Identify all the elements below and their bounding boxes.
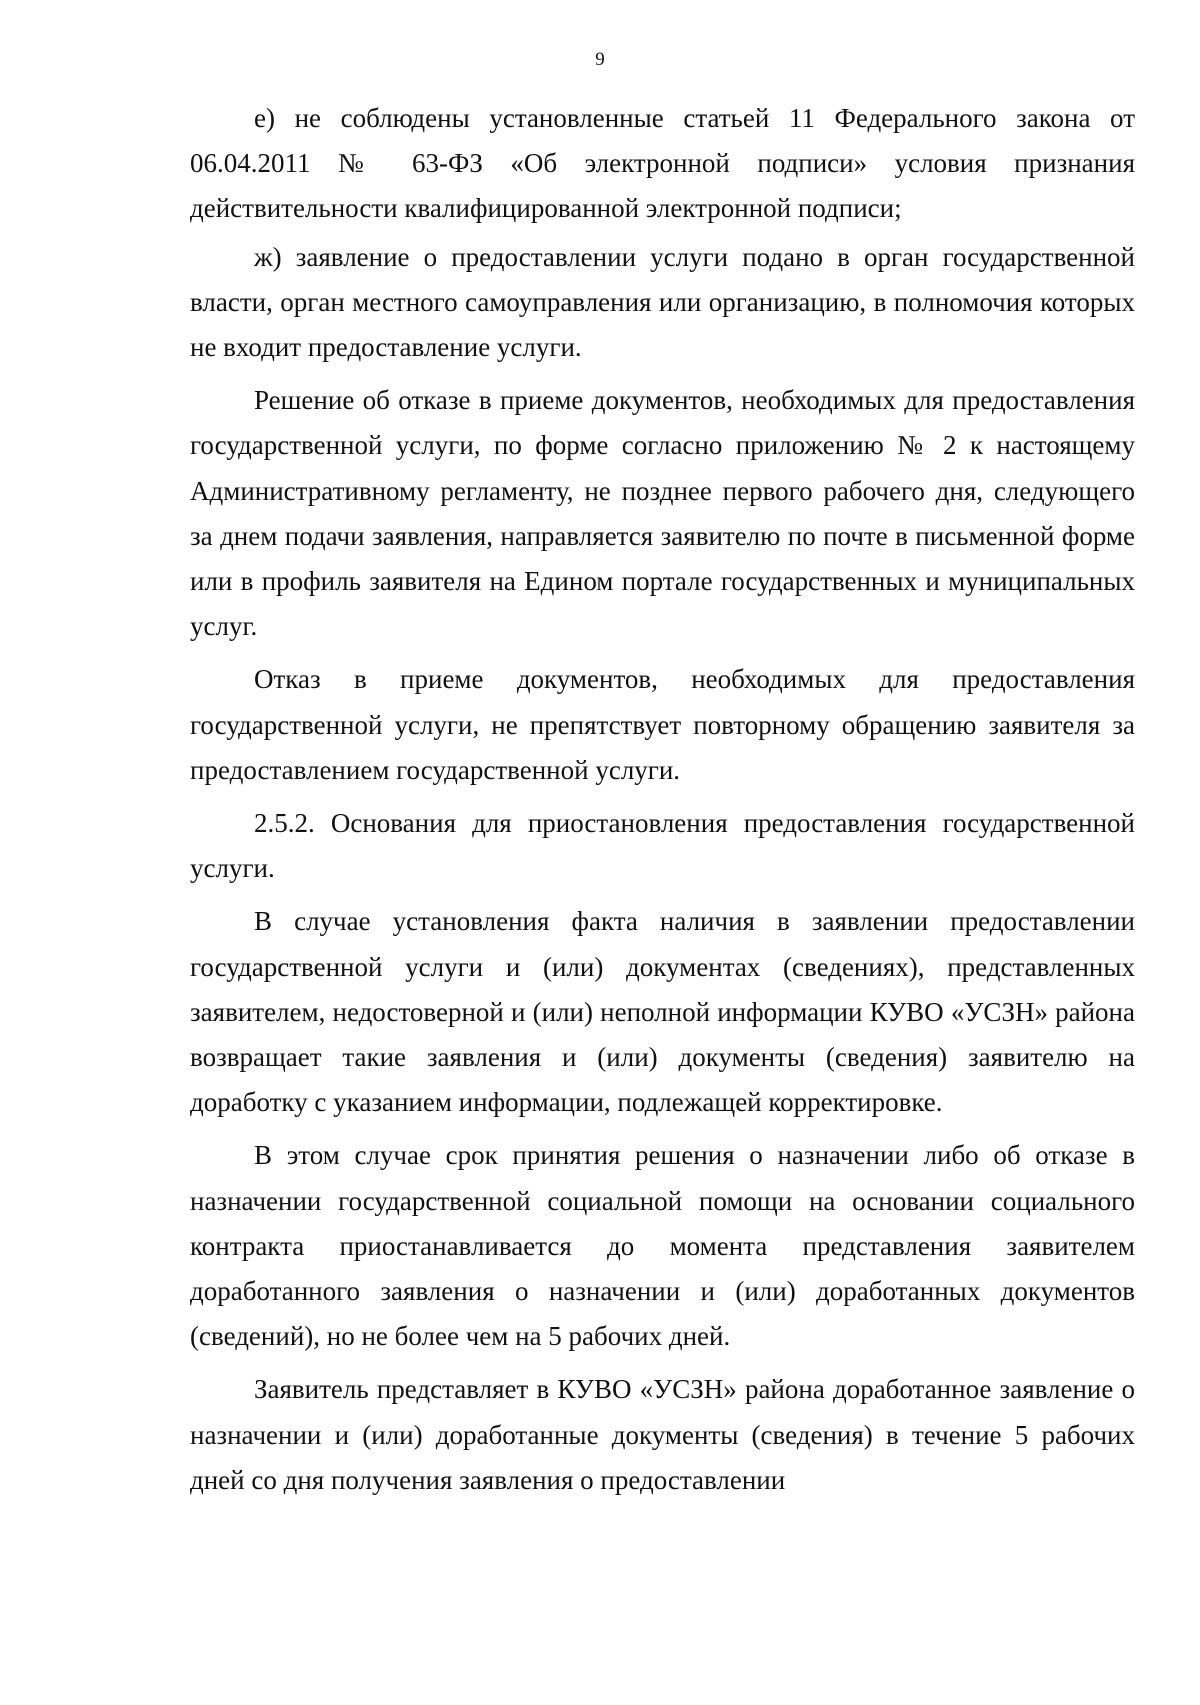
section-heading-2-5-2: 2.5.2. Основания для приостановления предоставления государственной услуги.	[190, 808, 1135, 884]
paragraph-refusal-decision: Решение об отказе в приеме документов, необходимых для предоставления государственной услуги, по форме согласно приложению № 2 к настоящему Административному регламенту, не позднее первого рабочего дня, следующего за днем подачи заявления, направляется заявителю по почте в письменной форме или в профиль заявителя на Едином портале государственных и муниципальных услуг.	[190, 385, 1135, 642]
paragraph-suspension-term: В этом случае срок принятия решения о назначении либо об отказе в назначении государственной социальной помощи на основании социального контракта приостанавливается до момента представления заявителем доработанного заявления о назначении и (или) доработанных документов (сведений), но не более чем на 5 рабочих дней.	[190, 1140, 1135, 1352]
document-body	[190, 96, 1135, 1509]
page-number: 9	[595, 49, 605, 70]
paragraph-item-e: е) не соблюдены установленные статьей 11 Федерального закона от 06.04.2011 № 63-ФЗ «Об электронной подписи» условия признания действительности квалифицированной электронной подписи;	[190, 103, 1135, 224]
paragraph-refusal-not-prevent: Отказ в приеме документов, необходимых для предоставления государственной услуги, не препятствует повторному обращению заявителя за предоставлением государственной услуги.	[190, 664, 1135, 785]
paragraph-applicant-submits: Заявитель представляет в КУВО «УСЗН» района доработанное заявление о назначении и (или) доработанные документы (сведения) в течение 5 рабочих дней со дня получения заявления о предоставлении	[190, 1374, 1135, 1495]
paragraph-return-for-revision: В случае установления факта наличия в заявлении предоставлении государственной услуги и (или) документах (сведениях), представленных заявителем, недостоверной и (или) неполной информации КУВО «УСЗН» района возвращает такие заявления и (или) документы (сведения) заявителю на доработку с указанием информации, подлежащей корректировке.	[190, 906, 1135, 1118]
paragraph-item-zh: ж) заявление о предоставлении услуги подано в орган государственной власти, орган местного самоуправления или организацию, в полномочия которых не входит предоставление услуги.	[190, 241, 1135, 363]
